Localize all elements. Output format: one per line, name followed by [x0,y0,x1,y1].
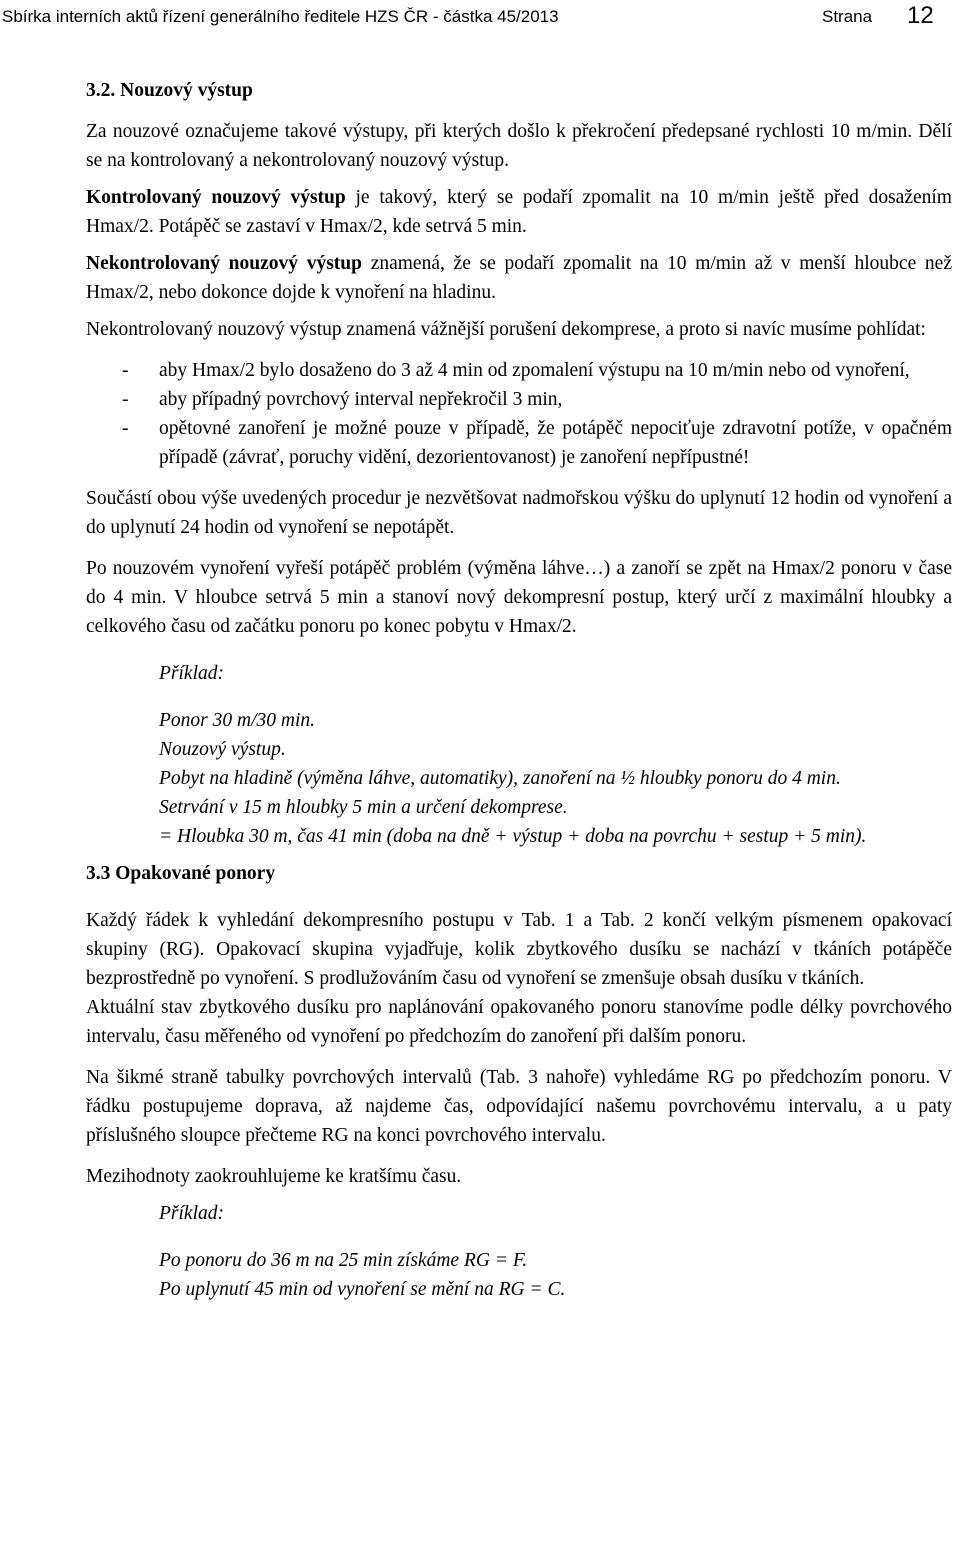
term-uncontrolled: Nekontrolovaný nouzový výstup [86,253,362,274]
example-line: Po uplynutí 45 min od vynoření se mění na RG = C. [159,1279,566,1300]
bullet-dash: - [122,389,129,410]
document-body [86,76,952,1304]
example-line: Pobyt na hladině (výměna láhve, automatiky), zanoření na ½ hloubky ponoru do 4 min. [159,768,841,789]
paragraph-intro: Za nouzové označujeme takové výstupy, při kterých došlo k překročení předepsané rychlosti 10 m/min. Dělí se na kontrolovaný a nekontrolovaný nouzový výstup. [86,121,952,171]
example-block-2 [159,1199,952,1304]
section-heading-3-2: 3.2. Nouzový výstup [86,80,253,101]
bullet-dash: - [122,360,129,381]
paragraph-altitude: Součástí obou výše uvedených procedur je nezvětšovat nadmořskou výšku do uplynutí 12 hodin od vynoření a do uplynutí 24 hodin od vynoření se nepotápět. [86,488,952,538]
list-item [86,385,952,414]
example-label: Příklad: [159,663,224,684]
bullet-text: opětovné zanoření je možné pouze v případě, že potápěč nepociťuje zdravotní potíže, v opačném případě (závrať, poruchy vidění, dezorientovanost) je zanoření nepřípustné! [159,418,952,468]
header-title: Sbírka interních aktů řízení generálního ředitele HZS ČR - částka 45/2013 [2,7,559,26]
example-line: Ponor 30 m/30 min. [159,710,315,731]
bullet-dash: - [122,418,129,439]
example-line: Po ponoru do 36 m na 25 min získáme RG = F. [159,1250,528,1271]
text-controlled: je takový, který se podaří zpomalit na 10 m/min ještě před dosažením Hmax/2. Potápěč se zastaví v Hmax/2, kde setrvá 5 min. [86,187,952,237]
paragraph-uncontrolled [86,249,952,307]
example-line: Nouzový výstup. [159,739,286,760]
example-block-1 [159,659,952,851]
example-line: Setrvání v 15 m hloubky 5 min a určení dekomprese. [159,797,568,818]
list-item [86,414,952,472]
list-item [86,356,952,385]
header-page-number: 12 [907,2,934,29]
bullet-text: aby případný povrchový interval nepřekročil 3 min, [159,389,563,410]
paragraph-table: Na šikmé straně tabulky povrchových intervalů (Tab. 3 nahoře) vyhledáme RG po předchozím ponoru. V řádku postupujeme doprava, až najdeme čas, odpovídající našemu povrchovému intervalu, a u paty příslušného sloupce přečteme RG na konci povrchového intervalu. [86,1067,952,1146]
paragraph-rg: Každý řádek k vyhledání dekompresního postupu v Tab. 1 a Tab. 2 končí velkým písmenem opakovací skupiny (RG). Opakovací skupina vyjadřuje, kolik zbytkového dusíku se nachází v tkáních potápěče bezprostředně po vynoření. S prodlužováním času od vynoření se zmenšuje obsah dusíku v tkáních. [86,910,952,989]
bullet-text: aby Hmax/2 bylo dosaženo do 3 až 4 min od zpomalení výstupu na 10 m/min nebo od vynoření, [159,360,910,381]
term-controlled: Kontrolovaný nouzový výstup [86,187,346,208]
paragraph-controlled [86,183,952,241]
paragraph-rounding: Mezihodnoty zaokrouhlujeme ke kratšímu času. [86,1166,462,1187]
header-page-label: Strana [822,7,873,26]
example-line: = Hloubka 30 m, čas 41 min (doba na dně + výstup + doba na povrchu + sestup + 5 min). [159,826,867,847]
paragraph-serious: Nekontrolovaný nouzový výstup znamená vážnější porušení dekomprese, a proto si navíc musíme pohlídat: [86,319,926,340]
paragraph-nitrogen: Aktuální stav zbytkového dusíku pro naplánování opakovaného ponoru stanovíme podle délky povrchového intervalu, času měřeného od vynoření po předchozím do zanoření při dalším ponoru. [86,997,952,1047]
bullet-list [86,356,952,472]
example-label: Příklad: [159,1203,224,1224]
section-heading-3-3: 3.3 Opakované ponory [86,863,276,884]
page-header [0,4,960,32]
text-uncontrolled: znamená, že se podaří zpomalit na 10 m/min až v menší hloubce než Hmax/2, nebo dokonce dojde k vynoření na hladinu. [86,253,952,303]
paragraph-after: Po nouzovém vynoření vyřeší potápěč problém (výměna láhve…) a zanoří se zpět na Hmax/2 ponoru v čase do 4 min. V hloubce setrvá 5 min a stanoví nový dekompresní postup, který určí z maximální hloubky a celkového času od začátku ponoru po konec pobytu v Hmax/2. [86,558,952,637]
